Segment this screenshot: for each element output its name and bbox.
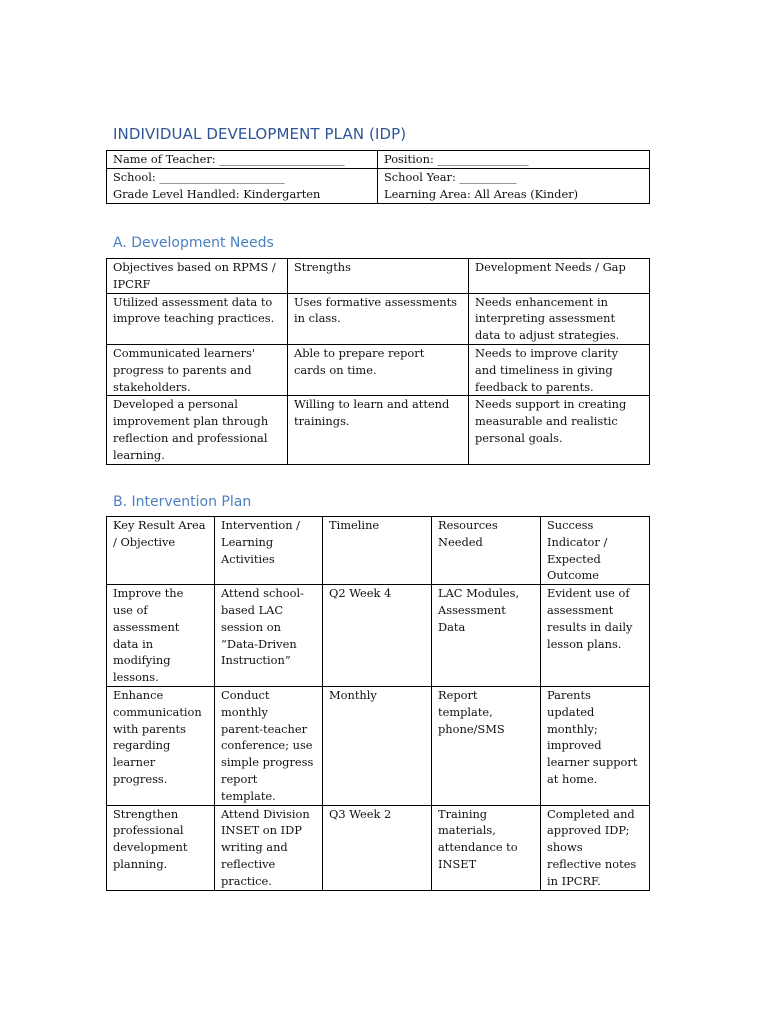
table-row (107, 805, 650, 890)
position-cell: Position: ________________ (378, 151, 650, 169)
table-row (107, 686, 650, 805)
table-cell: Willing to learn and attend trainings. (288, 396, 469, 464)
table-cell: Training materials, attendance to INSET (432, 805, 541, 890)
table-row (107, 169, 650, 204)
table-cell: Attend Division INSET on IDP writing and reflective practice. (215, 805, 323, 890)
table-header-row (107, 517, 650, 585)
table-cell: Utilized assessment data to improve teaching practices. (107, 293, 288, 344)
table-cell: Conduct monthly parent-teacher conference; use simple progress report template. (215, 686, 323, 805)
table-row (107, 396, 650, 464)
table-cell: Developed a personal improvement plan through reflection and professional learning. (107, 396, 288, 464)
year-area-cell (378, 169, 650, 204)
header-cell: Resources Needed (432, 517, 541, 585)
table-cell: Completed and approved IDP; shows reflective notes in IPCRF. (541, 805, 650, 890)
header-cell: Development Needs / Gap (469, 259, 650, 294)
table-cell: Needs enhancement in interpreting assessment data to adjust strategies. (469, 293, 650, 344)
header-cell: Intervention / Learning Activities (215, 517, 323, 585)
table-cell: Enhance communication with parents regarding learner progress. (107, 686, 215, 805)
table-cell: Parents updated monthly; improved learner support at home. (541, 686, 650, 805)
header-cell: Timeline (323, 517, 432, 585)
intervention-plan-table (106, 516, 650, 891)
table-cell: Attend school- based LAC session on “Data-Driven Instruction” (215, 585, 323, 687)
grade-level-text: Grade Level Handled: Kindergarten (113, 187, 321, 201)
table-cell: Uses formative assessments in class. (288, 293, 469, 344)
table-cell: LAC Modules, Assessment Data (432, 585, 541, 687)
table-cell: Monthly (323, 686, 432, 805)
teacher-info-table (106, 150, 650, 204)
learning-area-text: Learning Area: All Areas (Kinder) (384, 187, 579, 201)
document-title: INDIVIDUAL DEVELOPMENT PLAN (IDP) (113, 125, 407, 143)
header-cell: Strengths (288, 259, 469, 294)
header-cell: Objectives based on RPMS / IPCRF (107, 259, 288, 294)
table-cell: Q3 Week 2 (323, 805, 432, 890)
header-cell: Key Result Area / Objective (107, 517, 215, 585)
school-text: School: ______________________ (113, 170, 285, 184)
section-a-heading: A. Development Needs (113, 235, 274, 251)
table-cell: Needs to improve clarity and timeliness in giving feedback to parents. (469, 344, 650, 395)
table-cell: Communicated learners' progress to parents and stakeholders. (107, 344, 288, 395)
table-cell: Improve the use of assessment data in modifying lessons. (107, 585, 215, 687)
table-cell: Able to prepare report cards on time. (288, 344, 469, 395)
table-cell: Evident use of assessment results in daily lesson plans. (541, 585, 650, 687)
table-row (107, 293, 650, 344)
development-needs-table (106, 258, 650, 465)
header-cell: Success Indicator / Expected Outcome (541, 517, 650, 585)
table-row (107, 151, 650, 169)
teacher-name-cell: Name of Teacher: ______________________ (107, 151, 378, 169)
table-row (107, 344, 650, 395)
table-cell: Report template, phone/SMS (432, 686, 541, 805)
section-b-heading: B. Intervention Plan (113, 494, 252, 510)
table-row (107, 585, 650, 687)
table-cell: Strengthen professional development planning. (107, 805, 215, 890)
school-year-text: School Year: __________ (384, 170, 517, 184)
table-cell: Needs support in creating measurable and realistic personal goals. (469, 396, 650, 464)
school-grade-cell (107, 169, 378, 204)
table-cell: Q2 Week 4 (323, 585, 432, 687)
table-header-row (107, 259, 650, 294)
